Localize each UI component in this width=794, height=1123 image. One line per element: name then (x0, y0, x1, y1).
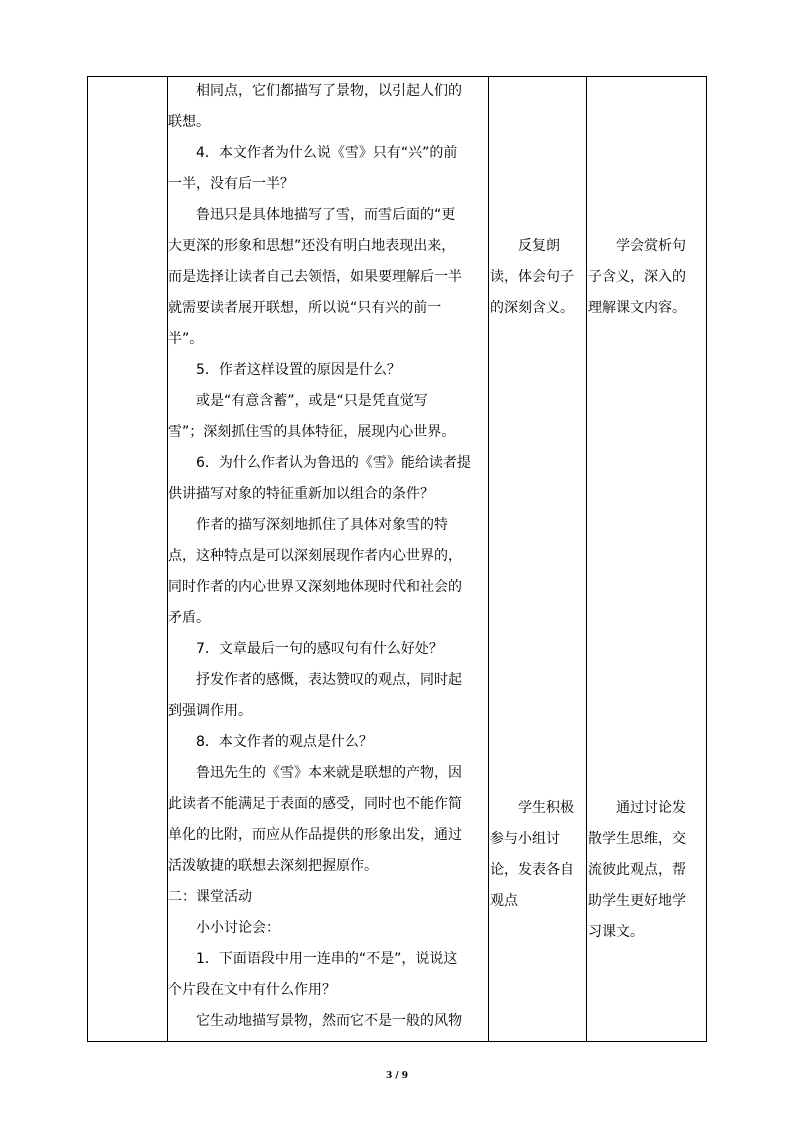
text-line: 雪”；深刻抓住雪的具体特征，展现内心世界。 (168, 424, 456, 440)
student-activity-block-2 (490, 793, 586, 917)
text-line: 大更深的形象和思想”还没有明白地表现出来， (168, 238, 456, 254)
text-line: 作者的描写深刻地抓住了具体对象雪的特 (168, 517, 448, 533)
text-line: 习课文。 (588, 924, 644, 940)
text-line: 同时作者的内心世界又深刻地体现时代和社会的 (168, 579, 462, 595)
content-column (168, 76, 488, 1037)
text-line: 点，这种特点是可以深刻展现作者内心世界的， (168, 548, 462, 564)
text-line: 而是选择让读者自己去领悟，如果要理解后一半 (168, 269, 462, 285)
text-line: 此读者不能满足于表面的感受，同时也不能作简 (168, 796, 462, 812)
text-line: 抒发作者的感慨，表达赞叹的观点，同时起 (168, 672, 462, 688)
text-line: 到强调作用。 (168, 703, 252, 719)
text-line: 供讲描写对象的特征重新加以组合的条件？ (168, 486, 434, 502)
column-divider (488, 77, 489, 1041)
text-line: 学生积极 (490, 800, 574, 816)
text-line: 读，体会句子 (490, 269, 574, 285)
text-line: 或是“有意含蓄”，或是“只是凭直觉写 (168, 393, 428, 409)
text-line: 6．为什么作者认为鲁迅的《雪》能给读者提 (168, 455, 471, 471)
text-line: 8．本文作者的观点是什么？ (168, 734, 373, 750)
text-line: 联想。 (168, 114, 210, 130)
text-line: 单化的比附，而应从作品提供的形象出发，通过 (168, 827, 462, 843)
text-line: 它生动地描写景物，然而它不是一般的风物 (168, 1013, 462, 1029)
text-line: 小小讨论会： (168, 920, 280, 936)
text-line: 二：课堂活动 (168, 889, 252, 905)
text-line: 个片段在文中有什么作用？ (168, 982, 336, 998)
text-line: 矛盾。 (168, 610, 210, 626)
text-line: 学会赏析句 (588, 238, 686, 254)
text-line: 7．文章最后一句的感叹句有什么好处？ (168, 641, 443, 657)
text-line: 通过讨论发 (588, 800, 686, 816)
text-line: 助学生更好地学 (588, 893, 686, 909)
text-line: 相同点，它们都描写了景物，以引起人们的 (168, 83, 462, 99)
text-line: 1．下面语段中用一连串的“不是”，说说这 (168, 951, 458, 967)
text-line: 反复朗 (490, 238, 560, 254)
text-line: 半”。 (168, 331, 204, 347)
text-line: 5．作者这样设置的原因是什么？ (168, 362, 401, 378)
student-activity-block-1 (490, 231, 586, 324)
text-line: 活泼敏捷的联想去深刻把握原作。 (168, 858, 378, 874)
text-line: 鲁迅只是具体地描写了雪，而雪后面的“更 (168, 207, 456, 223)
text-line: 鲁迅先生的《雪》本来就是联想的产物，因 (168, 765, 462, 781)
text-line: 理解课文内容。 (588, 300, 686, 316)
lesson-plan-table (87, 76, 707, 1042)
text-line: 论，发表各自 (490, 862, 574, 878)
text-line: 散学生思维，交 (588, 831, 686, 847)
text-line: 的深刻含义。 (490, 300, 574, 316)
column-divider (586, 77, 587, 1041)
page-number: 3 / 9 (385, 1071, 409, 1081)
design-intent-block-2 (588, 793, 706, 948)
text-line: 就需要读者展开联想，所以说“只有兴的前一 (168, 300, 442, 316)
text-line: 观点 (490, 893, 518, 909)
text-line: 一半，没有后一半？ (168, 176, 294, 192)
design-intent-block-1 (588, 231, 706, 324)
text-line: 子含义，深入的 (588, 269, 686, 285)
text-line: 参与小组讨 (490, 831, 560, 847)
text-line: 4．本文作者为什么说《雪》只有“兴”的前 (168, 145, 458, 161)
text-line: 流彼此观点，帮 (588, 862, 686, 878)
